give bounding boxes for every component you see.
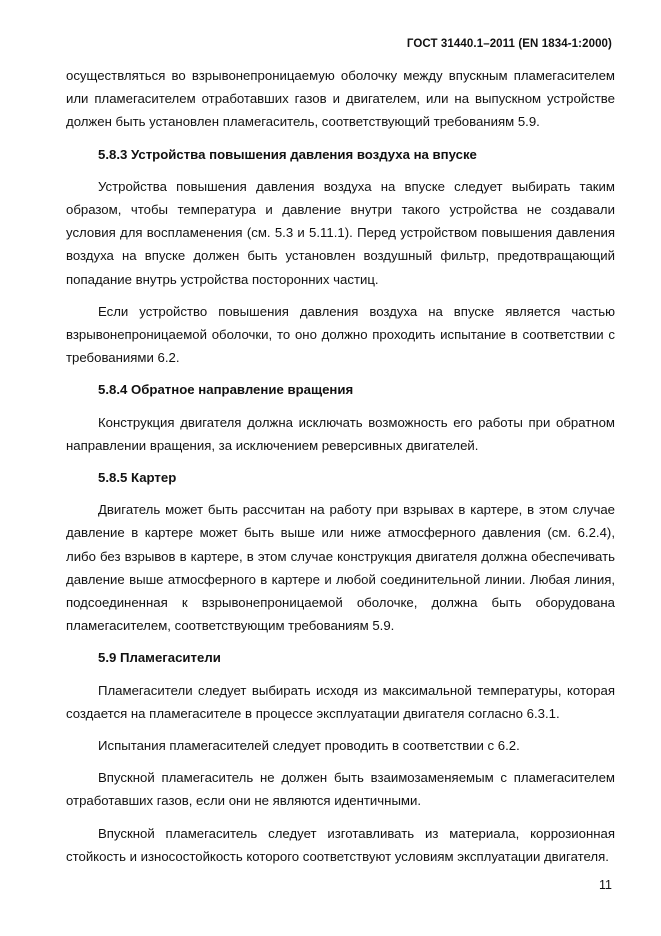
document-header-code: ГОСТ 31440.1–2011 (EN 1834-1:2000) (406, 38, 612, 50)
section-heading-5-8-4: 5.8.4 Обратное направление вращения (98, 382, 354, 398)
document-body (66, 64, 615, 868)
paragraph-boost-enclosure: Если устройство повышения давления воздуха на впуске является частью взрывонепроницаемой оболочки, то оно должно проходить испытание в соответствии с требованиями 6.2. (66, 303, 615, 366)
paragraph-flame-arrester-selection: Пламегасители следует выбирать исходя из максимальной температуры, которая создается на пламегасителе в процессе эксплуатации двигателя согласно 6.3.1. (66, 682, 615, 721)
paragraph-continuation: осуществляться во взрывонепроницаемую оболочку между впускным пламегасителем или пламегасителем отработавших газов и двигателем, или на выпускном устройстве должен быть установлен пламегаситель, соответствующий требованиям 5.9. (66, 68, 615, 130)
paragraph-boost-devices: Устройства повышения давления воздуха на впуске следует выбирать таким образом, чтобы температура и давление внутри такого устройства не создавали условия для воспламенения (см. 5.3 и 5.11.1). Перед устройством повышения давления воздуха на впуске должен быть установлен воздушный фильтр, предотвращающий попадание внутрь устройства посторонних частиц. (66, 178, 615, 287)
paragraph-reverse-rotation: Конструкция двигателя должна исключать возможность его работы при обратном направлении вращения, за исключением реверсивных двигателей. (66, 414, 615, 453)
section-heading-5-9: 5.9 Пламегасители (98, 650, 221, 666)
page-number: 11 (599, 878, 612, 892)
section-heading-5-8-3: 5.8.3 Устройства повышения давления воздуха на впуске (98, 146, 477, 162)
paragraph-crankcase: Двигатель может быть рассчитан на работу при взрывах в картере, в этом случае давление в картере может быть выше или ниже атмосферного давления (см. 6.2.4), либо без взрывов в картере, в этом случае конструкция двигателя должна обеспечивать давление выше атмосферного в картере и любой соединительной линии. Любая линия, подсоединенная к взрывонепроницаемой оболочке, должна быть оборудована пламегасителем, соответствующим требованиям 5.9. (66, 502, 615, 634)
paragraph-flame-arrester-tests: Испытания пламегасителей следует проводить в соответствии с 6.2. (98, 738, 520, 754)
paragraph-intake-arrester: Впускной пламегаситель не должен быть взаимозаменяемым с пламегасителем отработавших газов, если они не являются идентичными. (66, 770, 615, 809)
paragraph-arrester-material: Впускной пламегаситель следует изготавливать из материала, коррозионная стойкость и износостойкость которого соответствуют условиям эксплуатации двигателя. (66, 825, 615, 864)
section-heading-5-8-5: 5.8.5 Картер (98, 470, 177, 486)
